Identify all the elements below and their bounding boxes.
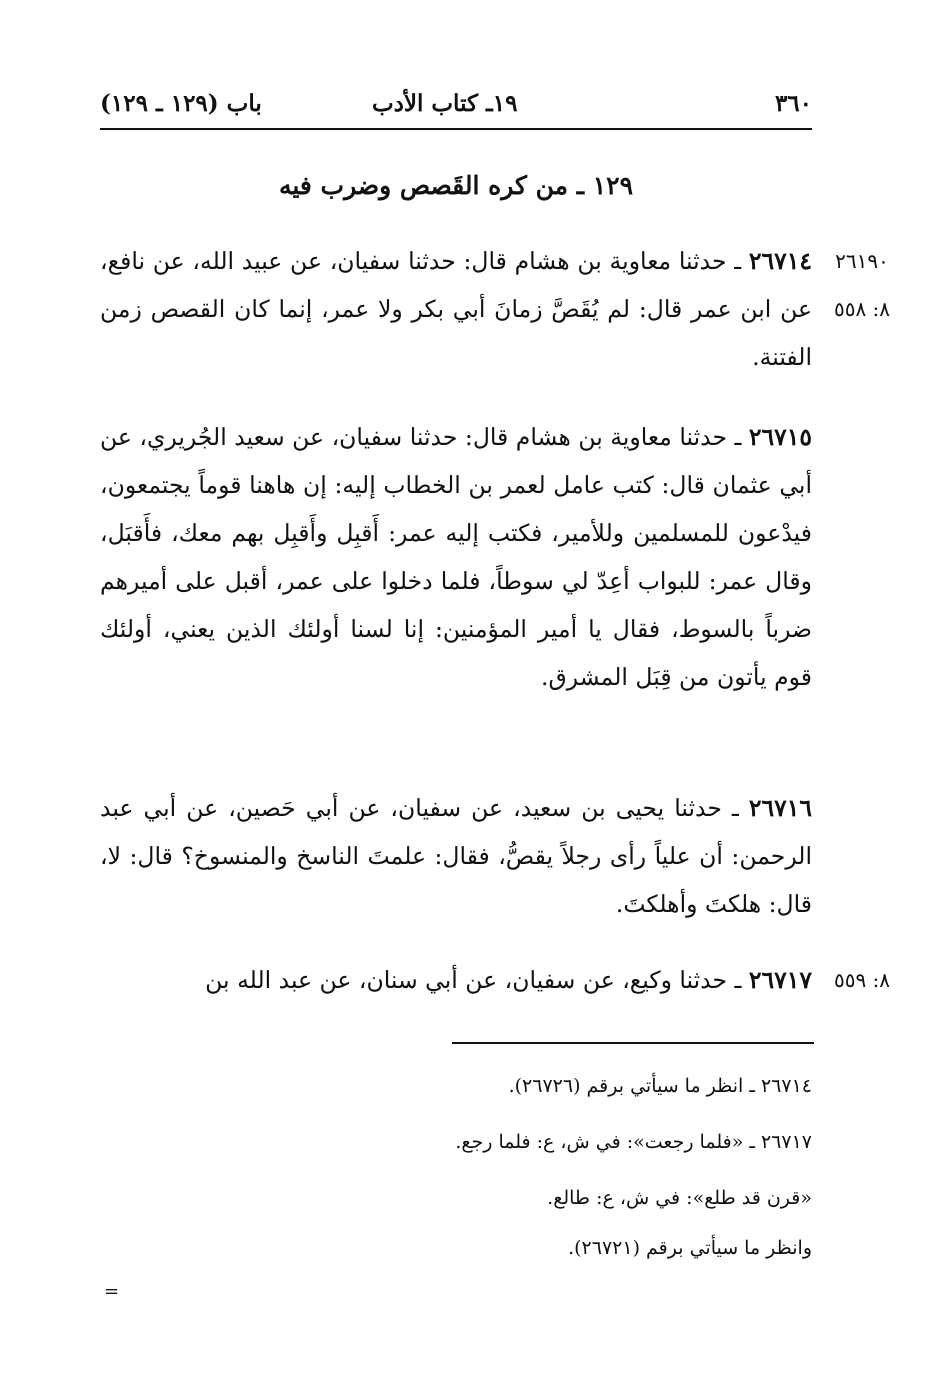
hadith-paragraph xyxy=(100,237,812,381)
hadith-text: ـ حدثنا معاوية بن هشام قال: حدثنا سفيان، عن سعيد الجُريري، عن أبي عثمان قال: كتب عامل لعمر بن الخطاب إليه: إن هاهنا قوماً يجتمعون، فيدْعون للمسلمين وللأمير، فكتب إليه عمر: أَقبِل وأَقبِل بهم معك، فأَقبَل، وقال عمر: للبواب أعِدّ لي سوطاً، فلما دخلوا على عمر، أقبل على أميرهم ضرباً بالسوط، فقال يا أمير المؤمنين: إنا لسنا أولئك الذين يعني، أولئك قوم يأتون من قِبَل المشرق. xyxy=(100,423,812,691)
page-number: ٣٦٠ xyxy=(774,90,812,117)
footnote: وانظر ما سيأتي برقم (٢٦٧٢١). xyxy=(568,1237,812,1259)
running-header xyxy=(100,84,812,124)
footnote: ٢٦٧١٧ ـ «فلما رجعت»: في ش، ع: فلما رجع. xyxy=(455,1131,812,1153)
hadith-paragraph xyxy=(100,413,812,701)
margin-reference: ٨: ٥٥٩ xyxy=(833,968,891,992)
margin-reference: ٢٦١٩٠ xyxy=(835,249,889,273)
chapter-title: ١٢٩ ـ من كره القَصص وضرب فيه xyxy=(278,171,634,200)
hadith-number: ٢٦٧١٥ xyxy=(748,423,812,451)
footnote: «قرن قد طلع»: في ش، ع: طالع. xyxy=(547,1187,812,1209)
footnote: ٢٦٧١٤ ـ انظر ما سيأتي برقم (٢٦٧٢٦). xyxy=(508,1075,812,1097)
footnote-divider xyxy=(452,1042,814,1044)
hadith-text: ـ حدثنا يحيى بن سعيد، عن سفيان، عن أبي حَصين، عن أبي عبد الرحمن: أن علياً رأى رجلاً يقصُّ، فقال: علمتَ الناسخ والمنسوخ؟ قال: لا، قال: هلكتَ وأهلكتَ. xyxy=(100,794,812,918)
hadith-paragraph xyxy=(100,956,812,1004)
bab-range: باب (١٢٩ ـ ١٢٩) xyxy=(100,90,262,117)
hadith-text: ـ حدثنا معاوية بن هشام قال: حدثنا سفيان، عن عبيد الله، عن نافع، عن ابن عمر قال: لم يُقَصَّ زمانَ أبي بكر ولا عمر، إنما كان القصص زمن الفتنة. xyxy=(100,247,812,371)
hadith-paragraph xyxy=(100,784,812,928)
hadith-number: ٢٦٧١٤ xyxy=(748,247,812,275)
hadith-text: ـ حدثنا وكيع، عن سفيان، عن أبي سنان، عن عبد الله بن xyxy=(205,966,749,994)
hadith-number: ٢٦٧١٦ xyxy=(748,794,812,822)
book-title: ١٩ـ كتاب الأدب xyxy=(372,90,518,117)
margin-reference: ٨: ٥٥٨ xyxy=(833,297,891,321)
header-divider xyxy=(100,128,812,130)
hadith-number: ٢٦٧١٧ xyxy=(748,966,812,994)
continuation-mark: = xyxy=(104,1281,120,1302)
